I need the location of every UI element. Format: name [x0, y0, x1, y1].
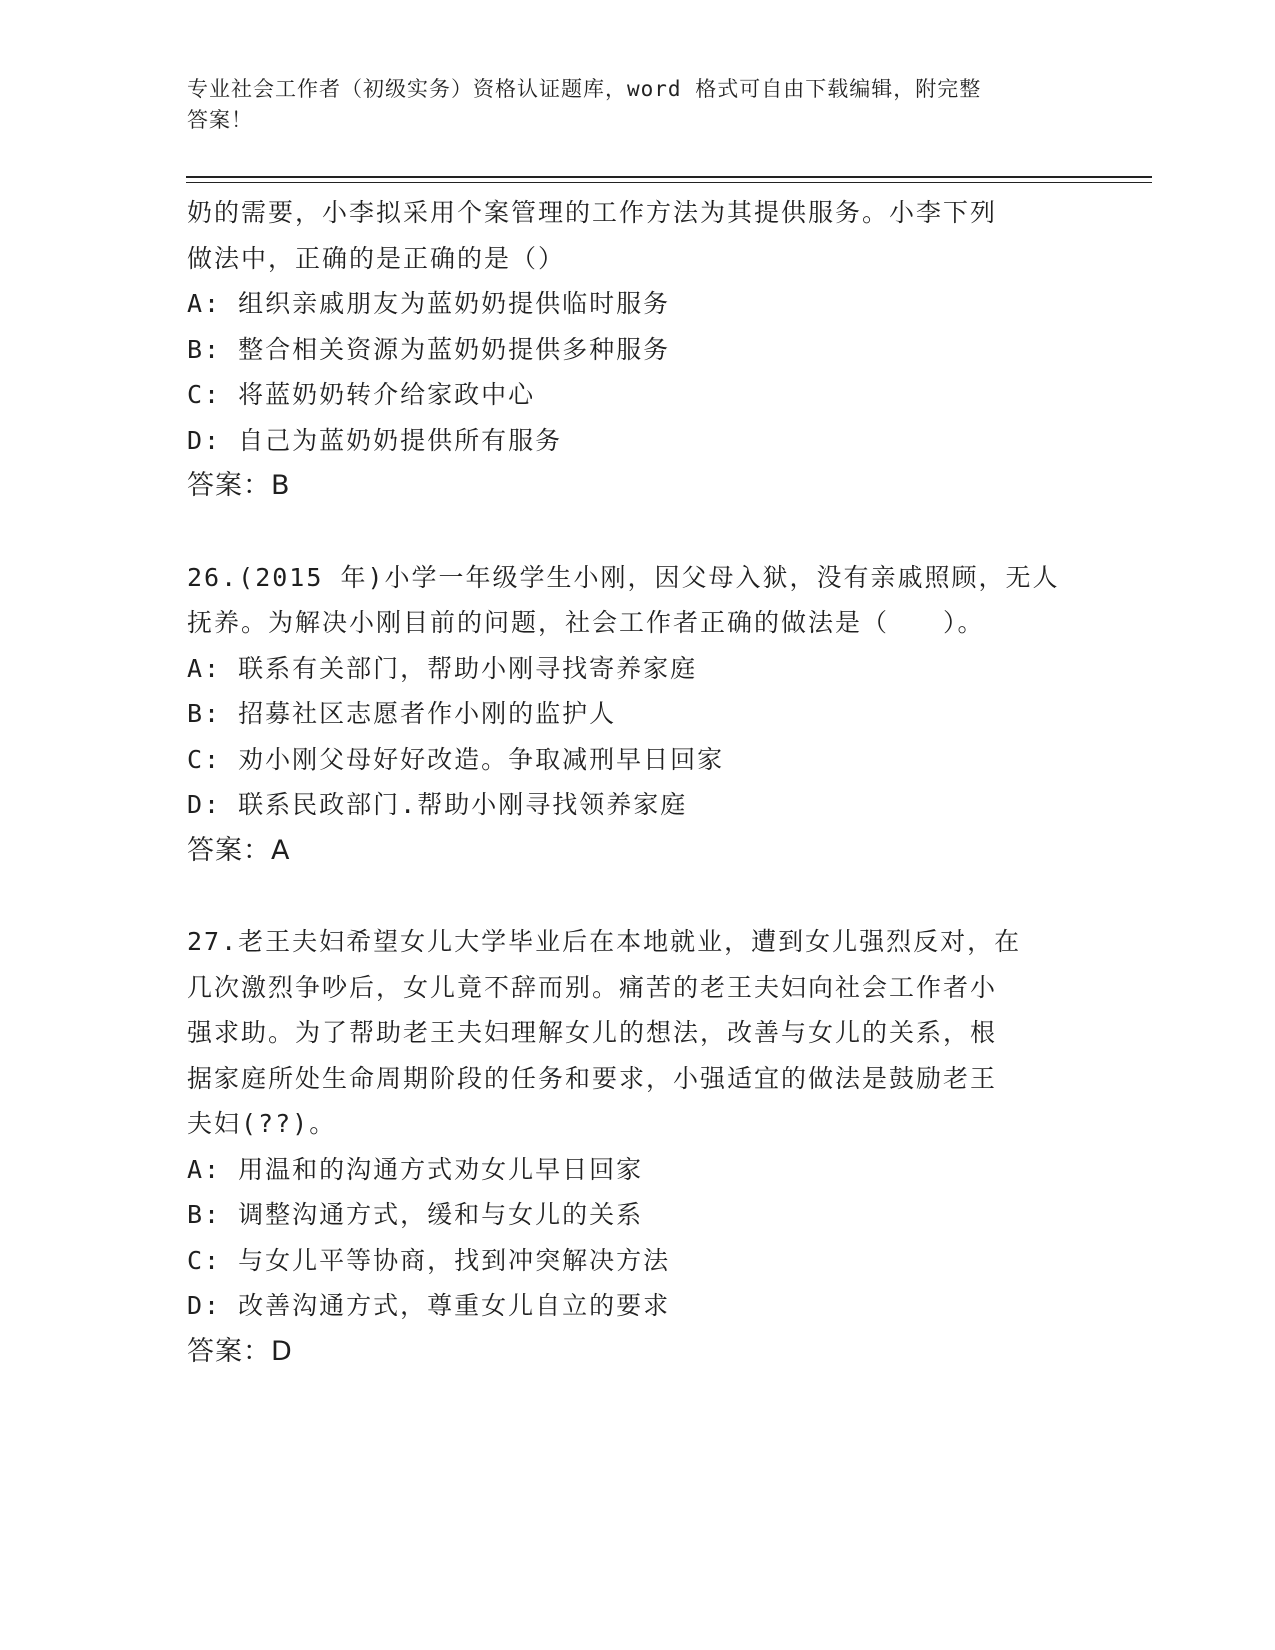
option-a: A: 用温和的沟通方式劝女儿早日回家 [187, 1154, 644, 1184]
page-header [187, 74, 1067, 136]
option-b: B: 调整沟通方式，缓和与女儿的关系 [187, 1200, 644, 1229]
option-b: B: 整合相关资源为蓝奶奶提供多种服务 [187, 334, 671, 364]
header-line-1: 专业社会工作者（初级实务）资格认证题库，word 格式可自由下载编辑，附完整 [187, 77, 982, 101]
answer-line: 答案：D [187, 1335, 293, 1367]
option-a: A: 联系有关部门，帮助小刚寻找寄养家庭 [187, 653, 698, 683]
question-stem-line: 26.(2015 年)小学一年级学生小刚，因父母入狱，没有亲戚照顾，无人 [187, 562, 1060, 592]
option-c: C: 劝小刚父母好好改造。争取减刑早日回家 [187, 744, 725, 774]
option-d: D: 联系民政部门.帮助小刚寻找领养家庭 [187, 790, 688, 819]
question-stem-line: 几次激烈争吵后，女儿竟不辞而别。痛苦的老王夫妇向社会工作者小 [187, 972, 998, 1002]
question-stem-line: 据家庭所处生命周期阶段的任务和要求，小强适宜的做法是鼓励老王 [187, 1063, 998, 1093]
question-stem-line: 夫妇(??)。 [187, 1109, 337, 1138]
question-stem-line: 强求助。为了帮助老王夫妇理解女儿的想法，改善与女儿的关系，根 [187, 1018, 998, 1047]
question-stem-line: 做法中，正确的是正确的是（） [187, 243, 566, 273]
option-c: C: 与女儿平等协商，找到冲突解决方法 [187, 1245, 671, 1275]
question-stem-line: 27.老王夫妇希望女儿大学毕业后在本地就业，遭到女儿强烈反对，在 [187, 927, 1022, 956]
header-line-2: 答案！ [187, 108, 253, 132]
question-stem-line: 奶的需要，小李拟采用个案管理的工作方法为其提供服务。小李下列 [187, 198, 998, 227]
question-block [187, 919, 1087, 1374]
header-rule-thin [186, 182, 1152, 183]
question-block [187, 555, 1087, 874]
question-block [187, 190, 1087, 509]
question-stem-line: 抚养。为解决小刚目前的问题，社会工作者正确的做法是（ ）。 [187, 608, 985, 637]
option-d: D: 改善沟通方式，尊重女儿自立的要求 [187, 1291, 671, 1320]
answer-line: 答案：B [187, 470, 291, 501]
spacer [187, 509, 1087, 555]
option-c: C: 将蓝奶奶转介给家政中心 [187, 380, 536, 409]
option-d: D: 自己为蓝奶奶提供所有服务 [187, 425, 563, 455]
spacer [187, 873, 1087, 919]
header-rule-thick [186, 176, 1152, 178]
answer-line: 答案：A [187, 834, 291, 866]
option-b: B: 招募社区志愿者作小刚的监护人 [187, 699, 617, 728]
question-list [187, 190, 1087, 1374]
option-a: A: 组织亲戚朋友为蓝奶奶提供临时服务 [187, 289, 671, 318]
